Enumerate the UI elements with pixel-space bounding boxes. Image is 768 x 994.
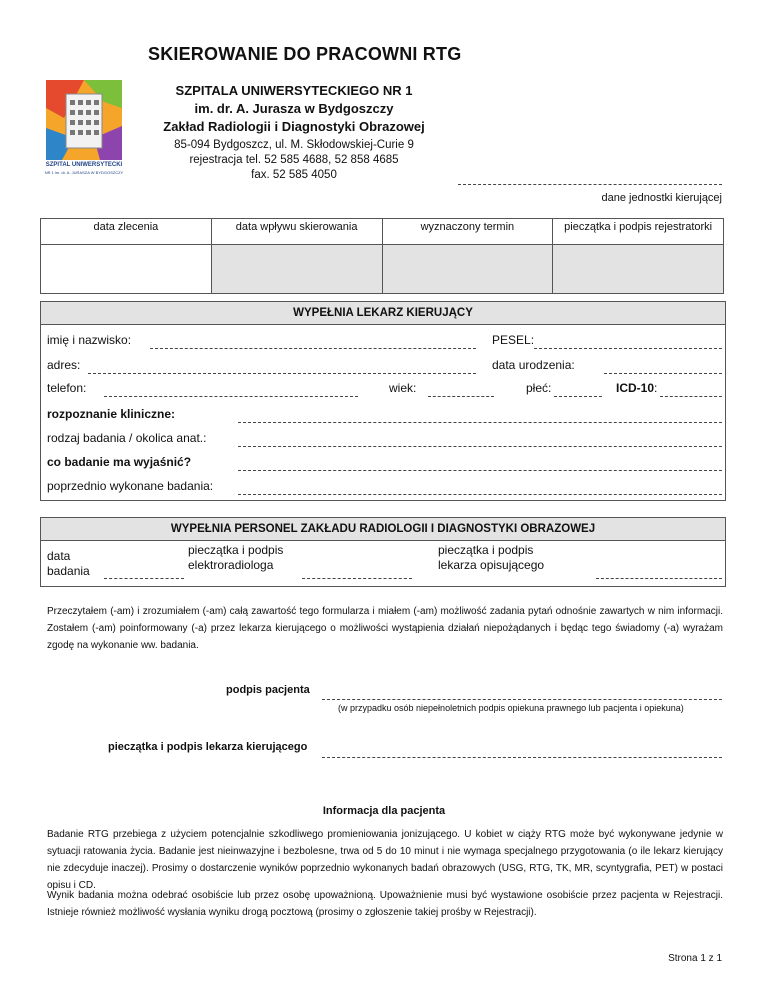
logo-caption-line1: SZPITAL UNIWERSYTECKI (45, 162, 123, 168)
phone-label: telefon: (47, 381, 87, 395)
icd-label-text: ICD-10 (616, 381, 655, 395)
reporting-doctor-line1: pieczątka i podpis (438, 543, 534, 557)
icd-field[interactable] (660, 396, 722, 397)
reporting-doctor-field[interactable] (596, 578, 722, 579)
page-number: Strona 1 z 1 (668, 953, 722, 964)
pesel-field[interactable] (534, 348, 722, 349)
col-appointment: wyznaczony termin (382, 219, 553, 245)
sex-label: płeć: (526, 381, 552, 395)
patient-signature-label: podpis pacjenta (226, 684, 310, 696)
col-receipt-date: data wpływu skierowania (211, 219, 382, 245)
birthdate-field[interactable] (604, 373, 722, 374)
address-line2: rejestracja tel. 52 585 4688, 52 858 4685 (189, 154, 399, 166)
exam-date-field[interactable] (104, 578, 184, 579)
order-date-cell[interactable] (41, 245, 212, 294)
logo-caption (41, 162, 127, 176)
address-line3: fax. 52 585 4050 (251, 169, 337, 181)
hospital-name (150, 82, 438, 136)
patient-signature-note: (w przypadku osób niepełnoletnich podpis opiekuna prawnego lub pacjenta i opiekuna) (338, 703, 684, 713)
patient-info-heading: Informacja dla pacjenta (322, 805, 446, 817)
referring-unit-label: dane jednostki kierującej (601, 192, 722, 204)
question-field[interactable] (238, 470, 722, 471)
exam-type-field[interactable] (238, 446, 722, 447)
previous-exams-field[interactable] (238, 494, 722, 495)
hospital-line2: im. dr. A. Jurasza w Bydgoszczy (194, 101, 394, 116)
referring-doctor-signature-field[interactable] (322, 757, 722, 758)
previous-exams-label: poprzednio wykonane badania: (47, 479, 214, 493)
diagnosis-field[interactable] (238, 422, 722, 423)
name-label: imię i nazwisko: (47, 333, 132, 347)
address-label: adres: (47, 358, 81, 372)
patient-signature-field[interactable] (322, 699, 722, 700)
document-title: SKIEROWANIE DO PRACOWNI RTG (148, 44, 462, 64)
reporting-doctor-line2: lekarza opisującego (438, 558, 545, 572)
icd-label-colon: : (654, 381, 658, 395)
consent-text: Przeczytałem (-am) i zrozumiałem (-am) całą zawartość tego formularza i miałem (-am) możliwość zadania pytań odnośnie zawartych w nim informacji. Zostałem (-am) poinformowany (-a) przez lekarza kierującego o możliwości wystąpienia działań niepożądanych i będąc tego świadomy (-a) wyrażam zgodę na wykonanie ww. badania. (47, 606, 723, 651)
radiographer-field[interactable] (302, 578, 412, 579)
patient-info-paragraph2: Wynik badania można odebrać osobiście lub przez osobę upoważnioną. Upoważnienie musi być wystawione osobiście przez pacjenta w Rejestracji. Istnieje również możliwość wysłania wyniku drogą pocztową (prosimy o zgłoszenie takiej prośby w Rejestracji). (47, 890, 723, 918)
address-field[interactable] (88, 373, 476, 374)
col-order-date: data zlecenia (41, 219, 212, 245)
staff-section (40, 517, 726, 587)
icd-label (616, 381, 657, 395)
pesel-label: PESEL: (492, 333, 535, 347)
referring-unit-field[interactable] (458, 184, 722, 185)
sex-field[interactable] (554, 396, 602, 397)
age-label: wiek: (389, 381, 417, 395)
referring-doctor-signature-label: pieczątka i podpis lekarza kierującego (108, 741, 308, 753)
patient-info-paragraph1: Badanie RTG przebiega z użyciem potencjalnie szkodliwego promieniowania jonizującego. U kobiet w ciąży RTG może być wykonywane jedynie w sytuacji ratowania życia. Badanie jest nieinwazyjne i bezbolesne, trwa od 5 do 10 minut i nie wymaga specjalnego przygotowania (o ile lekarz kierujący nie zdecyduje inaczej). Prosimy o dostarczenie wyników poprzednio wykonanych badań obrazowych (USG, RTG, TK, MR, scyntygrafia, PET) w postaci opisu i CD. (47, 829, 723, 891)
exam-date-line1: data (47, 549, 71, 563)
staff-section-heading: WYPEŁNIA PERSONEL ZAKŁADU RADIOLOGII I DIAGNOSTYKI OBRAZOWEJ (41, 518, 725, 541)
age-field[interactable] (428, 396, 494, 397)
radiographer-label (188, 543, 283, 573)
address-line1: 85-094 Bydgoszcz, ul. M. Skłodowskiej-Curie 9 (174, 139, 414, 151)
hospital-address (150, 138, 438, 183)
reporting-doctor-label (438, 543, 544, 573)
receipt-date-cell[interactable] (211, 245, 382, 294)
exam-type-label: rodzaj badania / okolica anat.: (47, 431, 207, 445)
exam-date-label (47, 549, 90, 579)
diagnosis-label: rozpoznanie kliniczne: (47, 407, 176, 421)
logo-caption-line2: NR 1 im. dr. A. JURASZA W BYDGOSZCZY (44, 170, 124, 175)
exam-date-line2: badania (47, 564, 90, 578)
doctor-section (40, 301, 726, 501)
radiographer-line2: elektroradiologa (188, 558, 274, 572)
phone-field[interactable] (104, 396, 358, 397)
name-field[interactable] (150, 348, 476, 349)
hospital-line1: SZPITALA UNIWERSYTECKIEGO NR 1 (175, 83, 413, 98)
hospital-line3: Zakład Radiologii i Diagnostyki Obrazowej (163, 119, 425, 134)
registration-table (40, 218, 724, 294)
question-label: co badanie ma wyjaśnić? (47, 455, 192, 469)
col-registrar-stamp: pieczątka i podpis rejestratorki (553, 219, 724, 245)
appointment-cell[interactable] (382, 245, 553, 294)
doctor-section-heading: WYPEŁNIA LEKARZ KIERUJĄCY (41, 302, 725, 325)
registrar-stamp-cell[interactable] (553, 245, 724, 294)
radiographer-line1: pieczątka i podpis (188, 543, 284, 557)
birthdate-label: data urodzenia: (492, 358, 575, 372)
